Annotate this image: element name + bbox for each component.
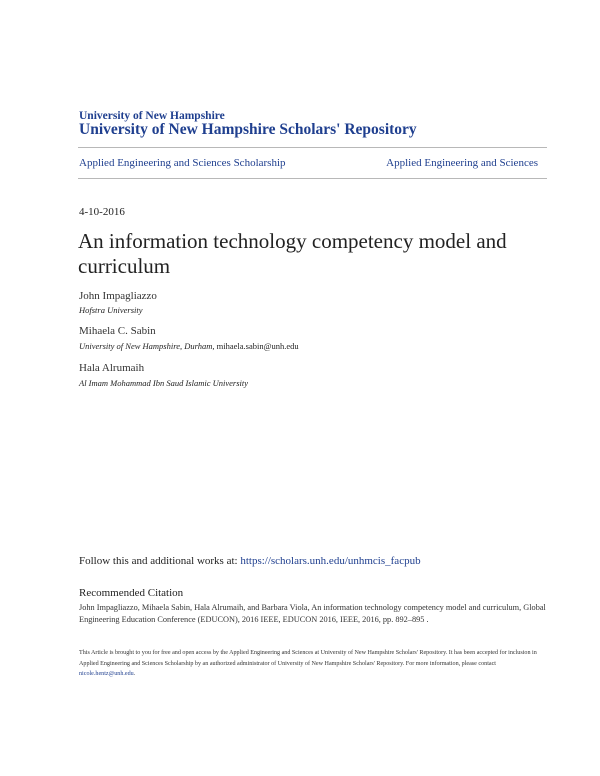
article-title: An information technology competency model and curriculum [78, 229, 507, 278]
follow-label: Follow this and additional works at: [79, 555, 241, 567]
publication-date: 4-10-2016 [79, 206, 125, 218]
affiliation-text: University of New Hampshire, Durham [79, 341, 213, 351]
contact-email-link[interactable]: nicole.hentz@unh.edu [79, 671, 134, 677]
author-name: Mihaela C. Sabin [79, 325, 156, 337]
collection-link[interactable]: Applied Engineering and Sciences Scholarship [79, 157, 286, 169]
footer-end: . [133, 671, 136, 677]
nav-divider [78, 178, 547, 179]
header-divider [78, 147, 547, 148]
author-affiliation [79, 378, 248, 388]
author-name: Hala Alrumaih [79, 362, 145, 374]
affiliation-text: Hofstra University [79, 305, 143, 315]
collection-url-link[interactable]: https://scholars.unh.edu/unhmcis_facpub [240, 555, 421, 567]
follow-line [79, 555, 421, 567]
institution-name[interactable]: University of New Hampshire [79, 110, 225, 122]
repository-title[interactable]: University of New Hampshire Scholars' Repository [79, 121, 417, 138]
footer-notice [79, 648, 549, 680]
citation-heading: Recommended Citation [79, 587, 184, 599]
footer-text: This Article is brought to you for free and open access by the Applied Engineering and Sciences at University of New Hampshire Scholars' Repository. It has been accepted for inclusion in Applied Engineering and Sciences Scholarship by an authorized administrator of University of New Hampshire Scholars' Repository. For more information, please contact [79, 650, 537, 667]
author-email[interactable]: , mihaela.sabin@unh.edu [212, 341, 299, 351]
author-affiliation [79, 305, 143, 315]
department-link[interactable]: Applied Engineering and Sciences [386, 157, 538, 169]
author-affiliation [79, 341, 299, 351]
citation-text: John Impagliazzo, Mihaela Sabin, Hala Alrumaih, and Barbara Viola, An information technology competency model and curriculum, Global Engineering Education Conference (EDUCON), 2016 IEEE, EDUCON 2016, IEEE, 2016, pp. 892–895 . [79, 603, 546, 624]
affiliation-text: Al Imam Mohammad Ibn Saud Islamic University [79, 378, 249, 388]
author-name: John Impagliazzo [79, 290, 157, 302]
